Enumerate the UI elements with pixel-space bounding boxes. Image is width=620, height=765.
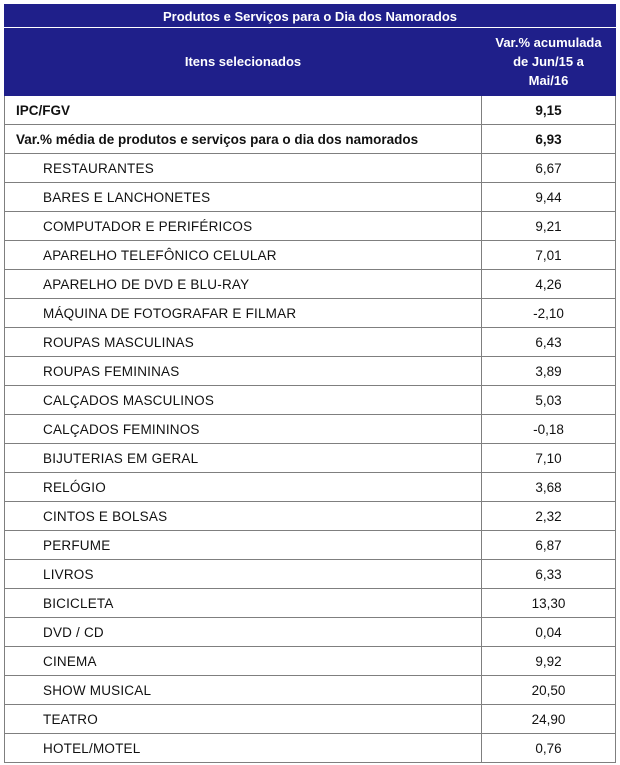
- summary-row-ipc: [5, 96, 616, 125]
- table-row: [5, 560, 616, 589]
- row-value: 0,76: [482, 734, 616, 763]
- table-row: [5, 270, 616, 299]
- table-row: [5, 154, 616, 183]
- row-label: IPC/FGV: [5, 96, 482, 125]
- row-value: 13,30: [482, 589, 616, 618]
- price-variation-table: [4, 4, 616, 763]
- column-header-row: [5, 28, 616, 96]
- table-row: [5, 618, 616, 647]
- table-body: [5, 96, 616, 763]
- row-value: 3,68: [482, 473, 616, 502]
- table-title: Produtos e Serviços para o Dia dos Namorados: [5, 5, 616, 28]
- column-header-variation-line: Var.% acumulada: [495, 35, 602, 50]
- table-row: [5, 589, 616, 618]
- row-label: PERFUME: [5, 531, 482, 560]
- row-label: BARES E LANCHONETES: [5, 183, 482, 212]
- row-label: Var.% média de produtos e serviços para o dia dos namorados: [5, 125, 482, 154]
- row-value: 6,43: [482, 328, 616, 357]
- row-label: APARELHO TELEFÔNICO CELULAR: [5, 241, 482, 270]
- table-row: [5, 415, 616, 444]
- table-row: [5, 328, 616, 357]
- table-row: [5, 647, 616, 676]
- row-label: ROUPAS FEMININAS: [5, 357, 482, 386]
- row-value: -0,18: [482, 415, 616, 444]
- table-row: [5, 444, 616, 473]
- row-label: APARELHO DE DVD E BLU-RAY: [5, 270, 482, 299]
- row-label: CINTOS E BOLSAS: [5, 502, 482, 531]
- column-header-variation-line: de Jun/15 a: [513, 54, 584, 69]
- table-row: [5, 705, 616, 734]
- row-value: 7,10: [482, 444, 616, 473]
- table-row: [5, 212, 616, 241]
- row-value: 20,50: [482, 676, 616, 705]
- row-label: MÁQUINA DE FOTOGRAFAR E FILMAR: [5, 299, 482, 328]
- table-row: [5, 357, 616, 386]
- row-value: 9,92: [482, 647, 616, 676]
- row-value: 6,93: [482, 125, 616, 154]
- row-value: -2,10: [482, 299, 616, 328]
- table-row: [5, 299, 616, 328]
- row-label: BIJUTERIAS EM GERAL: [5, 444, 482, 473]
- row-label: HOTEL/MOTEL: [5, 734, 482, 763]
- price-table-container: [4, 4, 615, 763]
- row-value: 6,67: [482, 154, 616, 183]
- row-value: 24,90: [482, 705, 616, 734]
- row-label: COMPUTADOR E PERIFÉRICOS: [5, 212, 482, 241]
- table-row: [5, 502, 616, 531]
- row-label: CALÇADOS MASCULINOS: [5, 386, 482, 415]
- row-label: BICICLETA: [5, 589, 482, 618]
- column-header-items: Itens selecionados: [5, 28, 482, 96]
- row-value: 6,33: [482, 560, 616, 589]
- row-label: LIVROS: [5, 560, 482, 589]
- table-row: [5, 676, 616, 705]
- row-value: 9,15: [482, 96, 616, 125]
- row-label: SHOW MUSICAL: [5, 676, 482, 705]
- row-value: 0,04: [482, 618, 616, 647]
- row-label: RESTAURANTES: [5, 154, 482, 183]
- row-value: 9,44: [482, 183, 616, 212]
- row-label: CALÇADOS FEMININOS: [5, 415, 482, 444]
- table-row: [5, 386, 616, 415]
- column-header-variation: [482, 28, 616, 96]
- table-row: [5, 531, 616, 560]
- table-title-row: [5, 5, 616, 28]
- row-value: 9,21: [482, 212, 616, 241]
- row-value: 2,32: [482, 502, 616, 531]
- row-value: 6,87: [482, 531, 616, 560]
- row-value: 4,26: [482, 270, 616, 299]
- row-label: CINEMA: [5, 647, 482, 676]
- row-label: DVD / CD: [5, 618, 482, 647]
- table-row: [5, 734, 616, 763]
- table-row: [5, 473, 616, 502]
- row-value: 7,01: [482, 241, 616, 270]
- row-label: RELÓGIO: [5, 473, 482, 502]
- summary-row-average: [5, 125, 616, 154]
- row-label: ROUPAS MASCULINAS: [5, 328, 482, 357]
- table-row: [5, 241, 616, 270]
- column-header-variation-line: Mai/16: [528, 73, 569, 88]
- table-row: [5, 183, 616, 212]
- row-value: 3,89: [482, 357, 616, 386]
- row-value: 5,03: [482, 386, 616, 415]
- row-label: TEATRO: [5, 705, 482, 734]
